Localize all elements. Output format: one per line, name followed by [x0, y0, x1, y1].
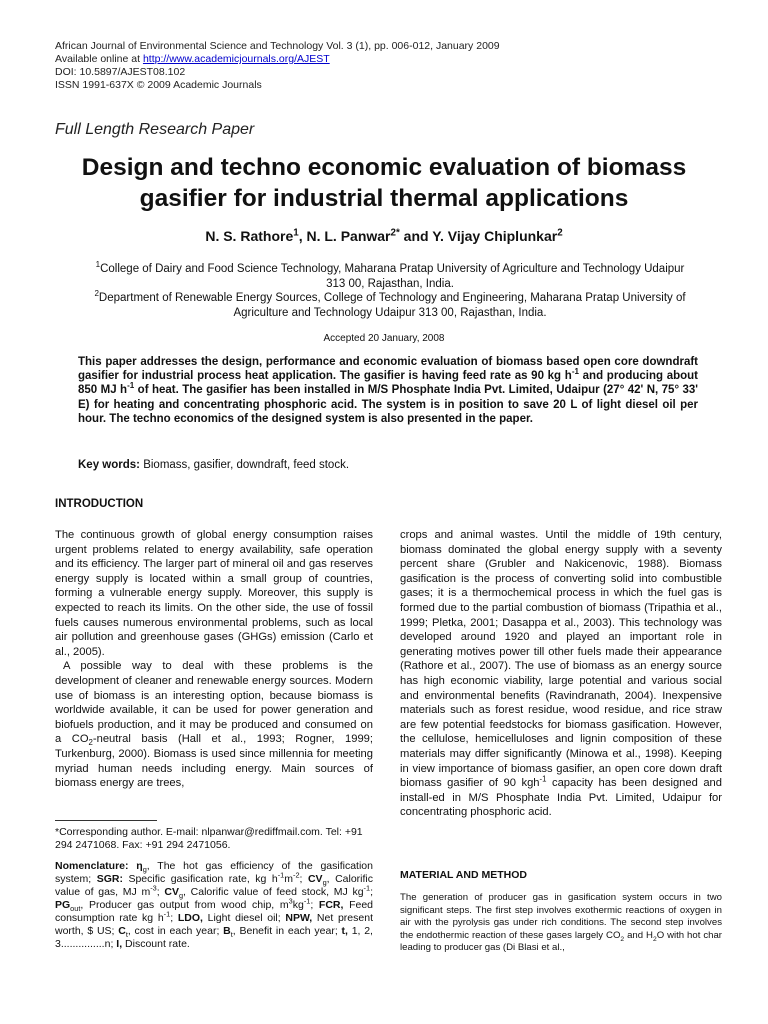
nomen-t11: Feed consumption rate kg h: [55, 899, 374, 924]
nomen-tt: t,: [341, 925, 348, 937]
abstract-part-1: This paper addresses the design, performance and economic evaluation of biomass based open core downdraft gasifier for industrial process heat application. The gasifier is having feed rate as 90 kg h: [78, 356, 698, 383]
nomen-bt-sub: t: [230, 930, 233, 940]
intro-paragraph-1: The continuous growth of global energy consumption raises urgent problems related to energy availability, safe operation and its efficiency. The larger part of mineral oil and gas reserves energy supply is located within a small group of countries, forming a vulnerable energy supply. Moreover, this supply is expected to reach its limits. On the other side, the use of fossil fuels causes numerous environmental problems, such as local air pollution and greenhouse gases (GHGs) emission (Carlo et al., 2005).: [55, 529, 373, 658]
material-method-body: [400, 892, 722, 955]
affiliation-2-marker: 2: [94, 289, 99, 299]
nomen-t8: ;: [370, 886, 373, 898]
keywords-text: Biomass, gasifier, downdraft, feed stock.: [140, 459, 350, 471]
intro-p2-part-b: -neutral basis (Hall et al., 1993; Rogner, 1999; Turkenburg, 2000). Biomass is used since millennia for meeting myriad human needs including energy. Main sources of biomass energy are trees,: [55, 733, 373, 790]
paper-title: [40, 152, 728, 214]
accepted-date: Accepted 20 January, 2008: [323, 333, 445, 344]
abstract: [78, 355, 698, 426]
nomen-ct-sub: t: [125, 930, 128, 940]
nomen-t5-sup: -3: [150, 883, 157, 893]
author-2-affil: 2*: [390, 227, 400, 239]
nomen-pg: PG: [55, 899, 71, 911]
nomen-cvg: CV: [307, 873, 323, 885]
nomen-t9: , Producer gas output from wood chip, m: [80, 899, 289, 911]
abstract-sup-1: -1: [571, 367, 579, 377]
nomen-t7: , Calorific value of feed stock, MJ kg: [183, 886, 364, 898]
right-p1-part-a: crops and animal wastes. Until the middle of 19th century, biomass dominated the global energy supply with a seventy percent share (Grubler and Nakicenovic, 1988). Biomass gasification is the process of converting solid into combustible gases; it is a thermochemical process in which the fuel gas is formed due to the partial combustion of biomass (Tripathia et al., 1999; Pletka, 2001; Dasappa et al., 2003). This technology was developed around 1920 and played an important role in generating motives power till other fuels made their appearance (Rathore et al., 2007). The use of biomass as an energy source has high economic viability, large potential and various social and environmental benefits (Ravindranath, 2004). Inexpensive materials such as forest residue, wood residue, and rice straw are few potential feedstocks for biomass gasification. However, the cellulose, hemicelluloses and lignin composition of these materials may differ significantly (Minowa et al., 1998). Keeping in view importance of biomass gasifier, an open core down draft biomass gasifier of 90 kgh: [400, 529, 722, 790]
nomen-t10: ;: [310, 899, 319, 911]
nomenclature-label: Nomenclature:: [55, 860, 129, 872]
nomen-cvg-sub: g: [322, 878, 327, 888]
affiliation-1-line-2: 313 00, Rajasthan, India.: [326, 277, 454, 290]
right-column-body: [400, 528, 722, 820]
nomen-bt: B: [223, 925, 231, 937]
intro-p2-sub: 2: [88, 738, 93, 748]
nomen-t7-sup: -1: [363, 883, 371, 893]
online-availability: [55, 53, 500, 66]
nomen-ct: C: [118, 925, 126, 937]
nomen-npw: NPW,: [285, 912, 313, 924]
nomen-t17: 1, 2, 3...............n;: [55, 925, 373, 950]
nomen-t2: , The hot gas efficiency of the gasification system;: [55, 860, 373, 885]
author-sep-1: ,: [298, 228, 307, 244]
introduction-heading: INTRODUCTION: [55, 498, 144, 510]
nomen-t9-sup2: -1: [303, 896, 311, 906]
online-prefix: Available online at: [55, 53, 143, 65]
affiliations: [60, 262, 720, 320]
corresponding-author-footnote: *Corresponding author. E-mail: nlpanwar@rediffmail.com. Tel: +91 294 2471068. Fax: +91 294 2471056.: [55, 826, 363, 851]
nomen-t15: , cost in each year;: [127, 925, 224, 937]
nomen-t13: Light diesel oil;: [202, 912, 286, 924]
author-2: N. L. Panwar: [306, 228, 391, 244]
right-paragraph-1: [400, 528, 722, 820]
author-3-affil: 2: [557, 227, 563, 239]
abstract-sup-2: -1: [127, 381, 135, 391]
author-sep-2: and: [399, 228, 433, 244]
mm-part-a: The generation of producer gas in gasification system occurs in two significant steps. The first step involves exothermic reactions of oxygen in air with the pyrolysis gas under rich conditions. The second step involves the endothermic reaction of these gases largely CO: [400, 892, 722, 941]
author-1: N. S. Rathore: [205, 228, 294, 244]
doi: DOI: 10.5897/AJEST08.102: [55, 66, 186, 78]
mm-sub-2: 2: [652, 935, 657, 943]
affiliation-2: [60, 291, 720, 306]
nomen-ldo: LDO,: [177, 912, 203, 924]
affiliation-2-line-1: Department of Renewable Energy Sources, College of Technology and Engineering, Maharana Pratap University of: [98, 292, 686, 304]
abstract-part-2: and producing about 850 MJ h: [78, 370, 699, 397]
nomen-ii: I,: [116, 938, 123, 950]
author-1-affil: 1: [293, 227, 299, 239]
nomen-t3b: m: [284, 873, 293, 885]
nomen-eta-sub: g: [142, 865, 147, 875]
affiliation-1-marker: 1: [95, 260, 101, 270]
nomen-pg-sub: out: [70, 904, 81, 914]
author-3: Y. Vijay Chiplunkar: [432, 228, 558, 244]
nomen-sgr: SGR:: [96, 873, 123, 885]
nomen-t9b: kg: [292, 899, 304, 911]
right-p1-part-b: capacity has been designed and install-ed in M/S Phosphate India Pvt. Limited, Udaipur for concentrating phosphoric acid.: [400, 777, 722, 819]
abstract-part-3: of heat. The gasifier has been installed in M/S Phosphate India Pvt. Limited, Udaipur (27° 42' N, 75° 33' E) for heating and concentrating phosphoric acid. The system is in position to save 20 L of light diesel oil per hour. The techno economics of the designed system is also presented in the paper.: [78, 384, 699, 425]
mm-sub-1: 2: [620, 935, 625, 943]
footnote-divider: [55, 820, 157, 821]
affiliation-1: [60, 262, 720, 277]
journal-url-link[interactable]: http://www.academicjournals.org/AJEST: [142, 53, 330, 65]
nomenclature: [55, 860, 373, 951]
nomen-t3: Specific gasification rate, kg h: [122, 873, 278, 885]
title-line-2: gasifier for industrial thermal applications: [139, 185, 629, 212]
nomen-t5: , Calorific value of gas, MJ m: [55, 873, 374, 898]
nomen-cvf: CV: [164, 886, 179, 898]
journal-header: [55, 40, 500, 92]
nomen-eta: η: [128, 860, 143, 872]
introduction-body: [55, 528, 373, 791]
journal-citation: African Journal of Environmental Science and Technology Vol. 3 (1), pp. 006-012, January 2009: [55, 40, 500, 52]
nomen-t4: ;: [299, 873, 308, 885]
nomen-fcr: FCR,: [318, 899, 344, 911]
keywords: [78, 459, 698, 471]
nomen-t9-sup: 3: [288, 896, 293, 906]
nomen-t11-sup: -1: [163, 909, 171, 919]
title-line-1: Design and techno economic evaluation of biomass: [81, 154, 687, 181]
issn: ISSN 1991-637X © 2009 Academic Journals: [55, 79, 262, 91]
affiliation-2-line-2: Agriculture and Technology Udaipur 313 00, Rajasthan, India.: [233, 306, 547, 319]
affiliation-1-line-1: College of Dairy and Food Science Technology, Maharana Pratap University of Agriculture and Technology Udaipur: [100, 263, 685, 275]
author-list: [40, 228, 728, 244]
mm-part-b: and H: [624, 929, 653, 941]
intro-p2-part-a: A possible way to deal with these problems is the development of cleaner and renewable energy sources. Modern use of biomass is an interesting option, because biomass is worldwide available, it can be used for power generation and biofuels production, and it may be produced and consumed on a CO: [55, 660, 373, 746]
nomen-t6: ;: [156, 886, 165, 898]
nomen-t18: Discount rate.: [122, 938, 190, 950]
nomen-t3-sup2: -2: [293, 870, 300, 880]
nomen-t16: , Benefit in each year;: [232, 925, 342, 937]
keywords-label: Key words:: [78, 459, 140, 471]
nomen-t3-sup1: -1: [277, 870, 285, 880]
nomen-t12: ;: [170, 912, 178, 924]
mm-part-c: O with hot char leading to producer gas (Di Blasi et al.,: [400, 929, 722, 954]
material-method-heading: MATERIAL AND METHOD: [400, 869, 527, 881]
paper-type: Full Length Research Paper: [55, 121, 255, 138]
nomen-t14: Net present worth, $ US;: [55, 912, 373, 937]
nomen-cvf-sub: g: [178, 891, 184, 901]
intro-paragraph-2: [55, 659, 373, 790]
right-p1-sup: -1: [539, 774, 547, 784]
